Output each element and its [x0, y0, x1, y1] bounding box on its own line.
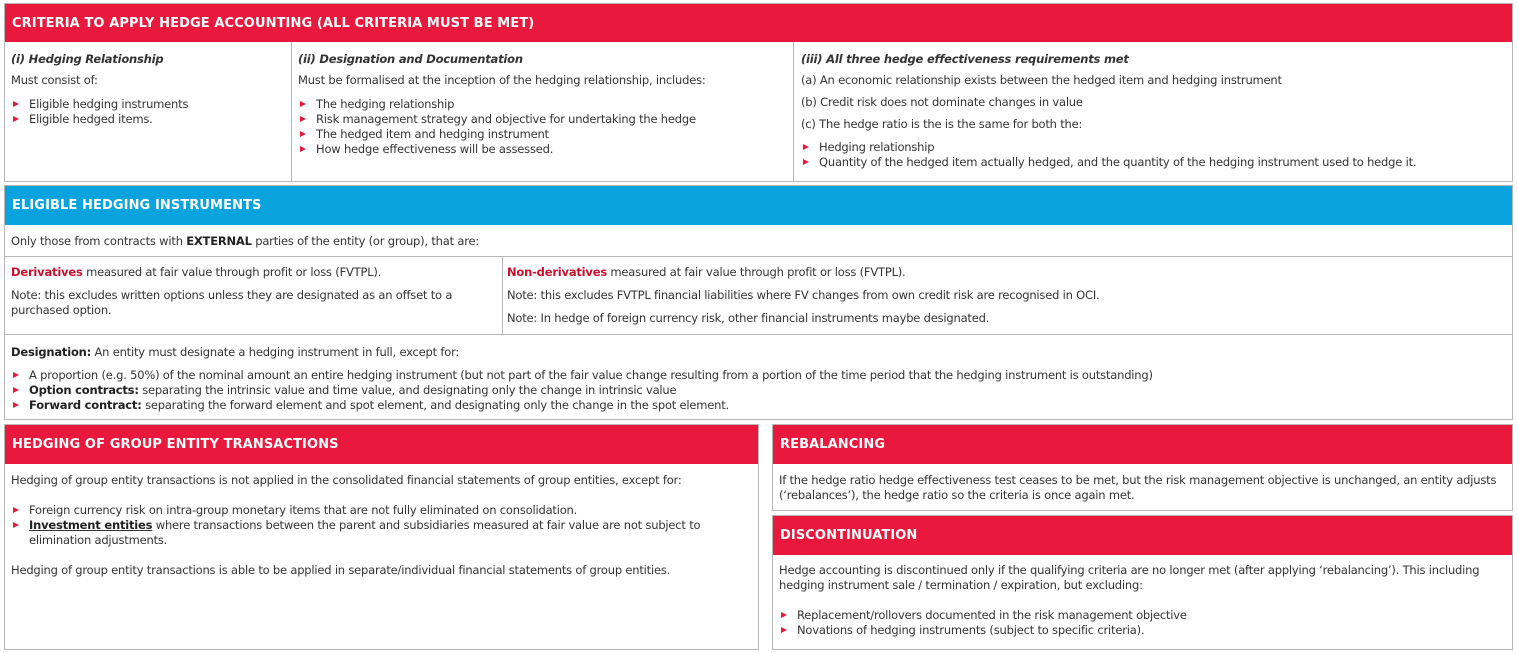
list-item: Investment entities where transactions between the parent and subsidiaries measured at fair value are not subject to elimination adjustments.: [11, 518, 753, 548]
rebalancing-section: [772, 424, 1513, 511]
divider: [793, 42, 794, 182]
criteria-section: [4, 3, 1513, 182]
divider: [5, 334, 1512, 335]
criteria-title: CRITERIA TO APPLY HEDGE ACCOUNTING (ALL CRITERIA MUST BE MET): [12, 15, 535, 31]
requirement-c: (c) The hedge ratio is the is the same for both the:: [801, 117, 1083, 131]
eligible-intro: Only those from contracts with EXTERNAL parties of the entity (or group), that are:: [11, 234, 480, 248]
bullet-list: [11, 368, 1506, 413]
list-item: Forward contract: separating the forward element and spot element, and designating only the change in the spot element.: [11, 398, 1506, 413]
arrow-bullet-icon: [300, 131, 306, 137]
col-heading: (iii) All three hedge effectiveness requirements met: [801, 52, 1129, 66]
list-item: The hedging relationship: [298, 97, 788, 112]
designation-cell: [11, 345, 1506, 413]
group-intro: Hedging of group entity transactions is not applied in the consolidated financial statements of group entities, except for:: [11, 473, 682, 487]
criteria-col-designation: [298, 52, 788, 157]
col-heading: (i) Hedging Relationship: [11, 52, 164, 66]
group-header: [5, 425, 758, 464]
arrow-bullet-icon: [13, 101, 19, 107]
arrow-bullet-icon: [300, 101, 306, 107]
rebalancing-header: [773, 425, 1512, 464]
eligible-title: ELIGIBLE HEDGING INSTRUMENTS: [12, 198, 262, 213]
arrow-bullet-icon: [300, 116, 306, 122]
non-derivatives-note-2: Note: In hedge of foreign currency risk, other financial instruments maybe designated.: [507, 311, 990, 325]
group-entity-section: [4, 424, 759, 650]
bullet-list: [298, 97, 788, 157]
list-item: Eligible hedging instruments: [11, 97, 287, 112]
bullet-list: [11, 503, 753, 548]
derivatives-cell: [11, 265, 497, 318]
bullet-list: [801, 140, 1506, 170]
col-intro: Must consist of:: [11, 73, 98, 87]
arrow-bullet-icon: [300, 146, 306, 152]
list-item: Eligible hedged items.: [11, 112, 287, 127]
discontinuation-title: DISCONTINUATION: [780, 528, 918, 543]
list-item: Foreign currency risk on intra-group monetary items that are not fully eliminated on consolidation.: [11, 503, 753, 518]
criteria-col-hedging-relationship: [11, 52, 287, 127]
list-item: Option contracts: separating the intrinsic value and time value, and designating only the change in intrinsic value: [11, 383, 1506, 398]
list-item: The hedged item and hedging instrument: [298, 127, 788, 142]
discontinuation-section: [772, 515, 1513, 650]
list-item: Hedging relationship: [801, 140, 1506, 155]
investment-entities-link: Investment entities: [29, 518, 153, 532]
list-item: How hedge effectiveness will be assessed.: [298, 142, 788, 157]
arrow-bullet-icon: [781, 612, 787, 618]
derivatives-note: Note: this excludes written options unless they are designated as an offset to a purchased option.: [11, 288, 453, 317]
discontinuation-body: [779, 563, 1507, 638]
criteria-col-effectiveness: [801, 52, 1506, 170]
group-outro: Hedging of group entity transactions is able to be applied in separate/individual financial statements of group entities.: [11, 563, 671, 577]
divider: [502, 256, 503, 334]
non-derivatives-note-1: Note: this excludes FVTPL financial liabilities where FV changes from own credit risk are recognised in OCI.: [507, 288, 1100, 302]
discontinuation-header: [773, 516, 1512, 555]
list-item: Novations of hedging instruments (subject to specific criteria).: [779, 623, 1507, 638]
arrow-bullet-icon: [13, 116, 19, 122]
eligible-header: [5, 186, 1512, 225]
divider: [5, 256, 1512, 257]
derivatives-line: Derivatives measured at fair value through profit or loss (FVTPL).: [11, 265, 382, 279]
list-item: Replacement/rollovers documented in the risk management objective: [779, 608, 1507, 623]
requirement-a: (a) An economic relationship exists between the hedged item and hedging instrument: [801, 73, 1282, 87]
group-title: HEDGING OF GROUP ENTITY TRANSACTIONS: [12, 437, 339, 452]
rebalancing-title: REBALANCING: [780, 437, 886, 452]
col-intro: Must be formalised at the inception of the hedging relationship, includes:: [298, 73, 706, 87]
arrow-bullet-icon: [803, 144, 809, 150]
eligible-instruments-section: [4, 185, 1513, 420]
criteria-header: [5, 4, 1512, 42]
bullet-list: [779, 608, 1507, 638]
arrow-bullet-icon: [13, 372, 19, 378]
list-item: Quantity of the hedged item actually hedged, and the quantity of the hedging instrument used to hedge it.: [801, 155, 1506, 170]
discontinuation-text: Hedge accounting is discontinued only if the qualifying criteria are no longer met (after applying ‘rebalancing’). This including hedging instrument sale / termination / expiration, but excluding:: [779, 563, 1480, 592]
arrow-bullet-icon: [13, 507, 19, 513]
non-derivatives-cell: [507, 265, 1507, 326]
arrow-bullet-icon: [781, 627, 787, 633]
rebalancing-text: If the hedge ratio hedge effectiveness test ceases to be met, but the risk management objective is unchanged, an entity adjusts (‘rebalances’), the hedge ratio so the criteria is once again met.: [779, 473, 1497, 502]
designation-intro: Designation: An entity must designate a hedging instrument in full, except for:: [11, 345, 460, 359]
arrow-bullet-icon: [13, 402, 19, 408]
list-item: Risk management strategy and objective for undertaking the hedge: [298, 112, 788, 127]
arrow-bullet-icon: [13, 522, 19, 528]
group-body: [11, 473, 753, 578]
rebalancing-body: [779, 473, 1507, 503]
arrow-bullet-icon: [803, 159, 809, 165]
non-derivatives-line: Non-derivatives measured at fair value through profit or loss (FVTPL).: [507, 265, 906, 279]
requirement-b: (b) Credit risk does not dominate changes in value: [801, 95, 1083, 109]
list-item: A proportion (e.g. 50%) of the nominal amount an entire hedging instrument (but not part of the fair value change resulting from a portion of the time period that the hedging instrument is outstanding): [11, 368, 1506, 383]
divider: [291, 42, 292, 182]
bullet-list: [11, 97, 287, 127]
col-heading: (ii) Designation and Documentation: [298, 52, 523, 66]
arrow-bullet-icon: [13, 387, 19, 393]
